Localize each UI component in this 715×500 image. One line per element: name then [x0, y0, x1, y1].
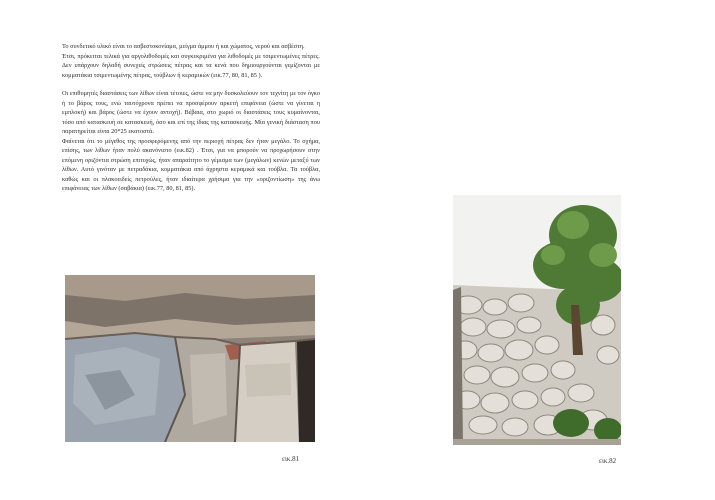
paragraph-2: Έτσι, πρόκειται τελικά για αργολιθοδομές και συγκεκριμένα για λιθοδομές με τσιμεντωμένες πέτρες. Δεν υπάρχουν δηλαδή συνεχείς στρώσεις πέτρας και τα κενά που δημιουργούνται γεμίζονται με κομματάκια τσιμεντωμένης πέτρας, τούβλων ή κεραμικών (εικ.77, 80, 81, 85 ).	[62, 52, 320, 79]
body-text	[62, 42, 320, 194]
left-page	[0, 0, 357, 500]
figure-caption-82: εικ.82	[599, 457, 617, 465]
photo-stone-wall-closeup	[65, 275, 315, 442]
figure-caption-81: εικ.81	[282, 455, 300, 463]
paragraph-3: Οι επιθυμητές διαστάσεις των λίθων είναι τέτοιες, ώστε να μην δυσκολεύουν τον τεχνίτη με τον όγκο ή το βάρος τους, ενώ ταυτόχρονα πρέπει να προσφέρουν αρκετή επιφάνεια (ώστε να γίνεται η εμπλοκή) και βάρος (ώστε να έχουν αντοχή). Βέβαια, στο χωριό οι διαστάσεις τους κυμαίνονται, τόσο από κατασκευή σε κατασκευή, όσο και επί της ίδιας της κατασκευής. Μία γενική διάσταση που παρατηρείται είναι 20*25 εκατοστά.	[62, 90, 320, 135]
photo-stone-wall-with-plant	[453, 195, 621, 445]
right-page	[357, 0, 715, 500]
paragraph-4: Φαίνεται ότι το μέγεθος της προσφερόμενης από την περιοχή πέτρας δεν ήταν μεγάλο. Το σχήμα, επίσης, των λίθων ήταν πολύ ακανόνιστο (εικ.82) . Έτσι, για να μπορούν να προχωρήσουν στην επόμενη οριζόντια στρώση επιτυχώς, ήταν απαραίτητο το γέμισμα των (μεγάλων) κενών μεταξύ των λίθων. Αυτό γινόταν με πετραδάκια, κομματάκια από άχρηστα κεραμικά και τούβλα. Τα τούβλα, καθώς και οι πλακοειδείς πετρούλες, ήταν ιδιαίτερα χρήσιμα για την «οριζοντίωση» της άνω επιφάνειας των λίθων (σαβάκια) (εικ.77, 80, 81, 85).	[62, 137, 320, 192]
paragraph-1: Το συνδετικό υλικό είναι το ασβεστοκονίαμα, μείγμα άμμου ή και χώματος, νερού και ασβέστη.	[62, 43, 305, 50]
